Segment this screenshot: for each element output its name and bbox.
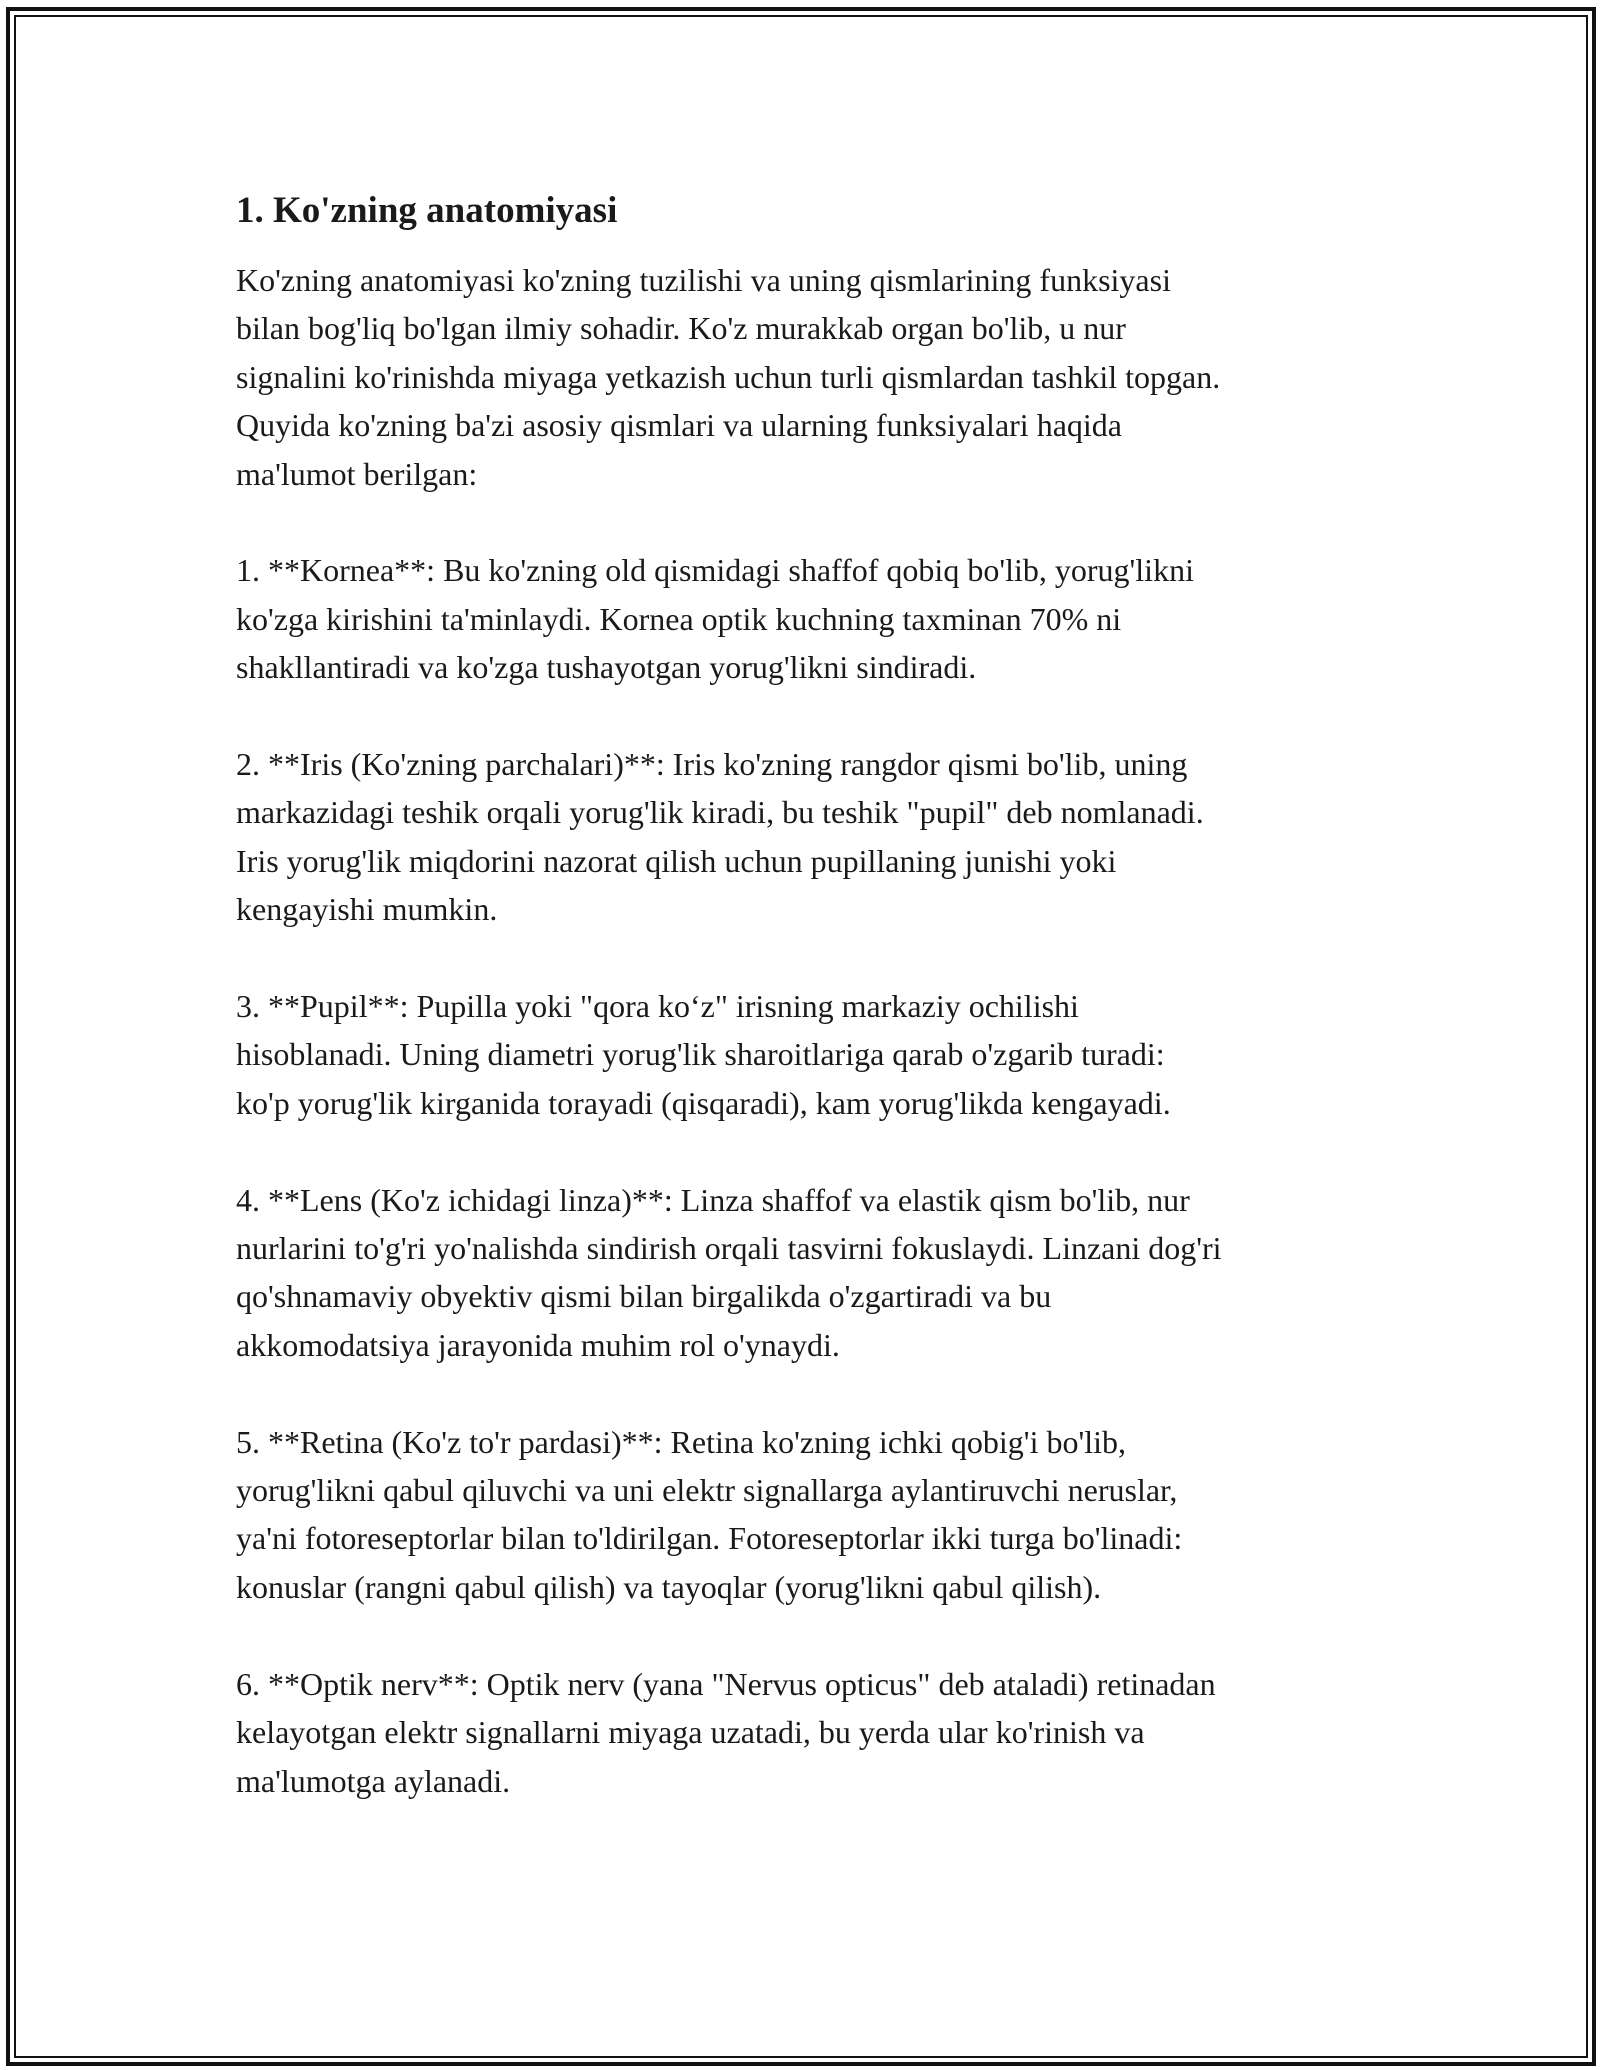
paragraph-optik-nerv: 6. **Optik nerv**: Optik nerv (yana "Nervus opticus" deb ataladi) retinadan kelayotgan elektr signallarni miyaga uzatadi, bu yerda ular ko'rinish va ma'lumotga aylanadi. xyxy=(236,1665,1216,1799)
paragraph-lens: 4. **Lens (Ko'z ichidagi linza)**: Linza shaffof va elastik qism bo'lib, nur nurlarini to'g'ri yo'nalishda sindirish orqali tasvirni fokuslaydi. Linzani dog'ri qo'shnamaviy obyektiv qismi bilan birgalikda o'zgartiradi va bu akkomodatsiya jarayonida muhim rol o'ynaydi. xyxy=(236,1181,1222,1363)
paragraph-pupil: 3. **Pupil**: Pupilla yoki "qora ko‘z" irisning markaziy ochilishi hisoblanadi. Uning diametri yorug'lik sharoitlariga qarab o'zgarib turadi: ko'p yorug'lik kirganida torayadi (qisqaradi), kam yorug'likda kengayadi. xyxy=(236,988,1171,1121)
document-heading: 1. Ko'zning anatomiyasi xyxy=(236,190,618,231)
paragraph-kornea: 1. **Kornea**: Bu ko'zning old qismidagi shaffof qobiq bo'lib, yorug'likni ko'zga kirishini ta'minlaydi. Kornea optik kuchning taxminan 70% ni shakllantiradi va ko'zga tushayotgan yorug'likni sindiradi. xyxy=(236,552,1194,686)
paragraph-iris: 2. **Iris (Ko'zning parchalari)**: Iris ko'zning rangdor qismi bo'lib, uning markazidagi teshik orqali yorug'lik kiradi, bu teshik "pupil" deb nomlanadi. Iris yorug'lik miqdorini nazorat qilish uchun pupillaning junishi yoki kengayishi mumkin. xyxy=(236,746,1204,928)
intro-paragraph: Ko'zning anatomiyasi ko'zning tuzilishi va uning qismlarining funksiyasi bilan bog'liq bo'lgan ilmiy sohadir. Ko'z murakkab organ bo'lib, u nur signalini ko'rinishda miyaga yetkazish uchun turli qismlardan tashkil topgan. Quyida ko'zning ba'zi asosiy qismlari va ularning funksiyalari haqida ma'lumot berilgan: xyxy=(236,262,1221,492)
document-body xyxy=(236,188,1386,1853)
paragraph-retina: 5. **Retina (Ko'z to'r pardasi)**: Retina ko'zning ichki qobig'i bo'lib, yorug'likni qabul qiluvchi va uni elektr signallarga aylantiruvchi neruslar, ya'ni fotoreseptorlar bilan to'ldirilgan. Fotoreseptorlar ikki turga bo'linadi: konuslar (rangni qabul qilish) va tayoqlar (yorug'likni qabul qilish). xyxy=(236,1423,1183,1605)
